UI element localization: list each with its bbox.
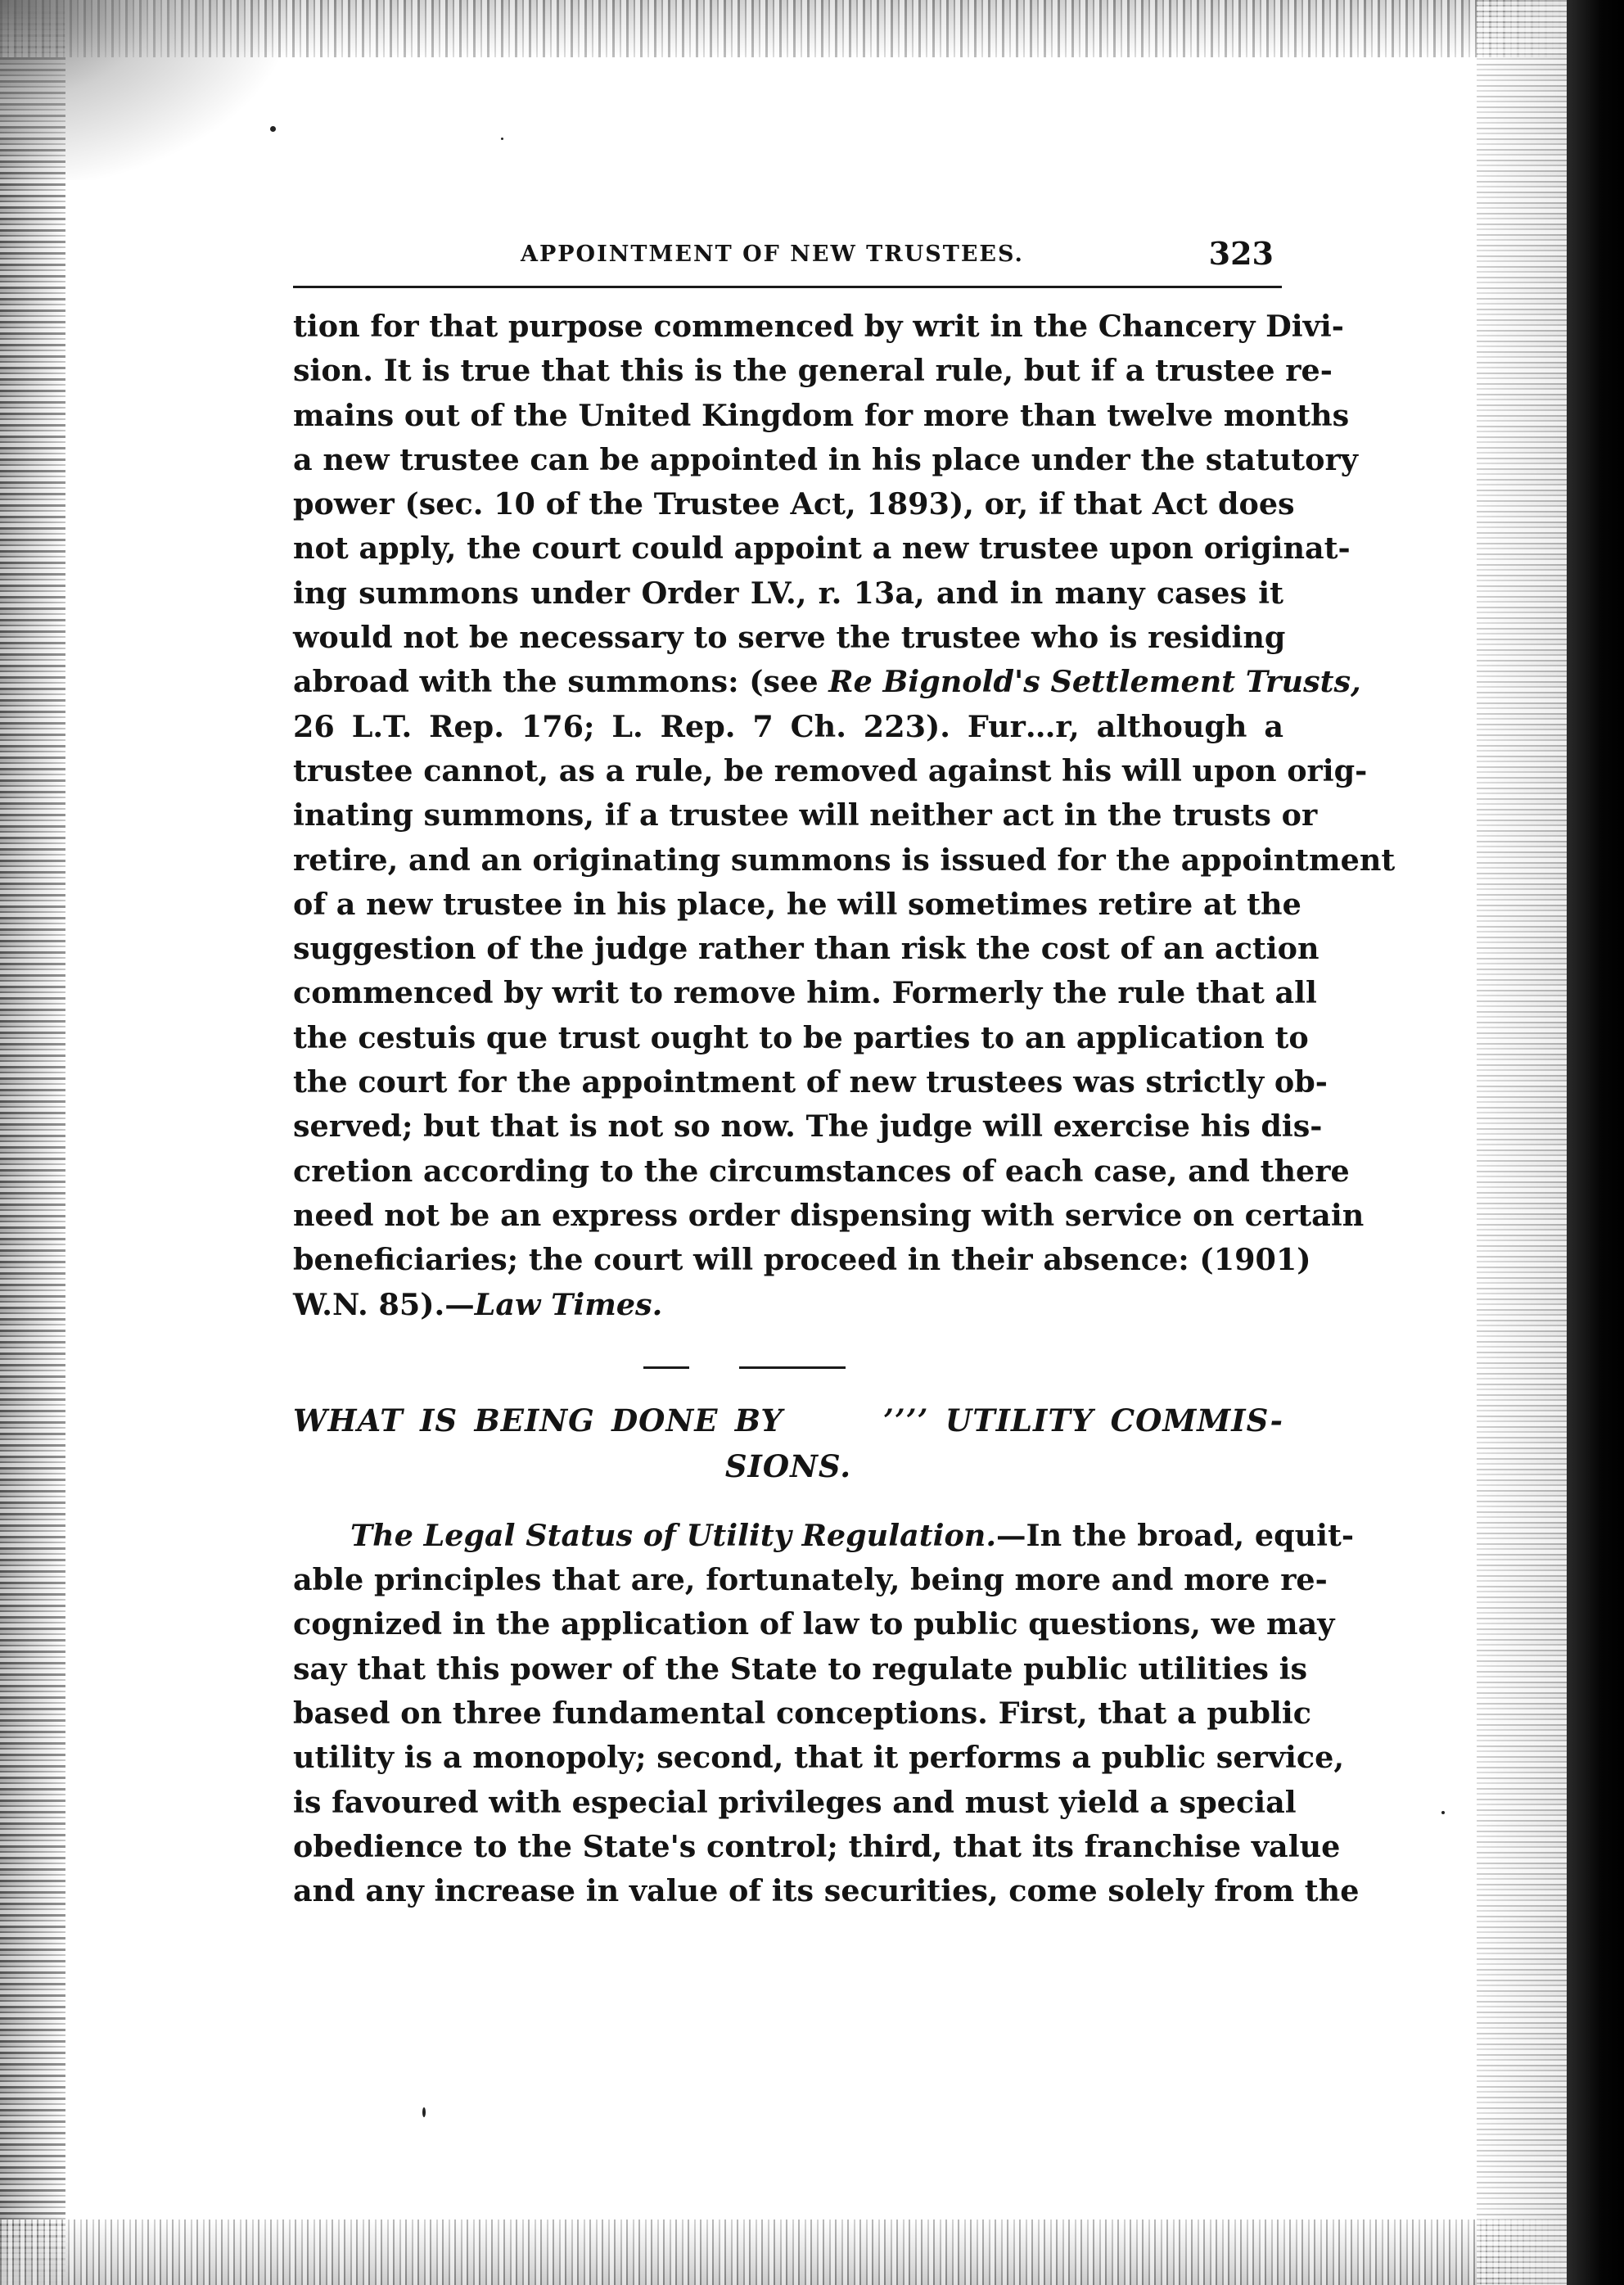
- text-line: and any increase in value of its securities, come solely from the: [293, 1873, 1360, 1909]
- text-line: retire, and an originating summons is issued for the appointment: [293, 842, 1396, 878]
- text-line: a new trustee can be appointed in his place under the statutory: [293, 441, 1358, 477]
- case-citation: Re Bignold's Settlement Trusts,: [828, 664, 1361, 700]
- scan-edge-left: [0, 0, 65, 2285]
- scan-speck: [270, 126, 276, 132]
- heading-line: WHAT IS BEING DONE BY ’’’’ UTILITY COMMIS-: [293, 1402, 1283, 1438]
- text-line: suggestion of the judge rather than risk the cost of an action: [293, 931, 1320, 967]
- text-line: cretion according to the circumstances of each case, and there: [293, 1153, 1350, 1189]
- text-line: power (sec. 10 of the Trustee Act, 1893), or, if that Act does: [293, 486, 1295, 522]
- text-line: not apply, the court could appoint a new trustee upon originat-: [293, 531, 1351, 567]
- header-rule: [293, 286, 1282, 288]
- scan-edge-corner: [0, 0, 278, 180]
- text-fragment: abroad with the summons: (see: [293, 664, 829, 700]
- paragraph-lead-title: The Legal Status of Utility Regulation.: [350, 1517, 997, 1553]
- text-line: the cestuis que trust ought to be parties to an application to: [293, 1019, 1309, 1055]
- separator-dash-long: [739, 1366, 846, 1369]
- heading-line: SIONS.: [724, 1447, 852, 1484]
- text-line: inating summons, if a trustee will neither act in the trusts or: [293, 797, 1318, 833]
- running-head: [293, 233, 1283, 274]
- text-line: trustee cannot, as a rule, be removed against his will upon orig-: [293, 752, 1368, 788]
- text-line: tion for that purpose commenced by writ in the Chancery Divi-: [293, 309, 1344, 344]
- text-line: sion. It is true that this is the general rule, but if a trustee re-: [293, 353, 1333, 389]
- scan-speck: [422, 2107, 426, 2117]
- text-line: 26 L.T. Rep. 176; L. Rep. 7 Ch. 223). Fur…r, although a: [293, 708, 1283, 744]
- running-title: APPOINTMENT OF NEW TRUSTEES.: [521, 242, 1024, 267]
- text-line-with-citation: [293, 660, 1361, 704]
- section-heading: [293, 1398, 1283, 1489]
- paragraph-trustees: [293, 305, 1396, 1327]
- text-line: mains out of the United Kingdom for more than twelve months: [293, 397, 1350, 433]
- text-fragment: W.N. 85).—: [293, 1286, 475, 1322]
- text-line: need not be an express order dispensing with service on certain: [293, 1197, 1365, 1233]
- text-line: obedience to the State's control; third, that its franchise value: [293, 1828, 1341, 1864]
- scan-edge-bottom: [0, 2220, 1624, 2285]
- text-line: say that this power of the State to regulate public utilities is: [293, 1651, 1308, 1687]
- scan-speck: [501, 138, 503, 140]
- text-fragment: —In the broad, equit-: [996, 1517, 1355, 1553]
- text-line: utility is a monopoly; second, that it performs a public service,: [293, 1740, 1345, 1776]
- page-number: 323: [1208, 235, 1274, 272]
- text-line: beneficiaries; the court will proceed in their absence: (1901): [293, 1242, 1311, 1278]
- text-line: based on three fundamental conceptions. First, that a public: [293, 1696, 1311, 1732]
- scan-speck: [1441, 1811, 1445, 1814]
- text-line: cognized in the application of law to public questions, we may: [293, 1606, 1335, 1642]
- text-line: commenced by writ to remove him. Formerly the rule that all: [293, 975, 1317, 1011]
- scan-edge-right-dark: [1567, 0, 1624, 2285]
- text-line: would not be necessary to serve the trustee who is residing: [293, 620, 1286, 656]
- scan-edge-right-shadow: [1477, 0, 1567, 2285]
- text-line: ing summons under Order LV., r. 13a, and in many cases it: [293, 575, 1283, 611]
- source-citation: Law Times.: [474, 1286, 663, 1322]
- text-line-lead: [293, 1514, 1355, 1558]
- separator-dash-short: [643, 1366, 689, 1369]
- text-line: served; but that is not so now. The judge will exercise his dis-: [293, 1109, 1323, 1145]
- text-line: the court for the appointment of new trustees was strictly ob-: [293, 1064, 1328, 1100]
- text-line-source: [293, 1283, 1283, 1327]
- text-line: is favoured with especial privileges and must yield a special: [293, 1784, 1297, 1820]
- text-line: of a new trustee in his place, he will sometimes retire at the: [293, 886, 1301, 922]
- book-page: [293, 233, 1396, 1914]
- text-line: able principles that are, fortunately, being more and more re-: [293, 1562, 1328, 1598]
- section-separator: [293, 1347, 1283, 1388]
- paragraph-utility-regulation: [293, 1514, 1360, 1914]
